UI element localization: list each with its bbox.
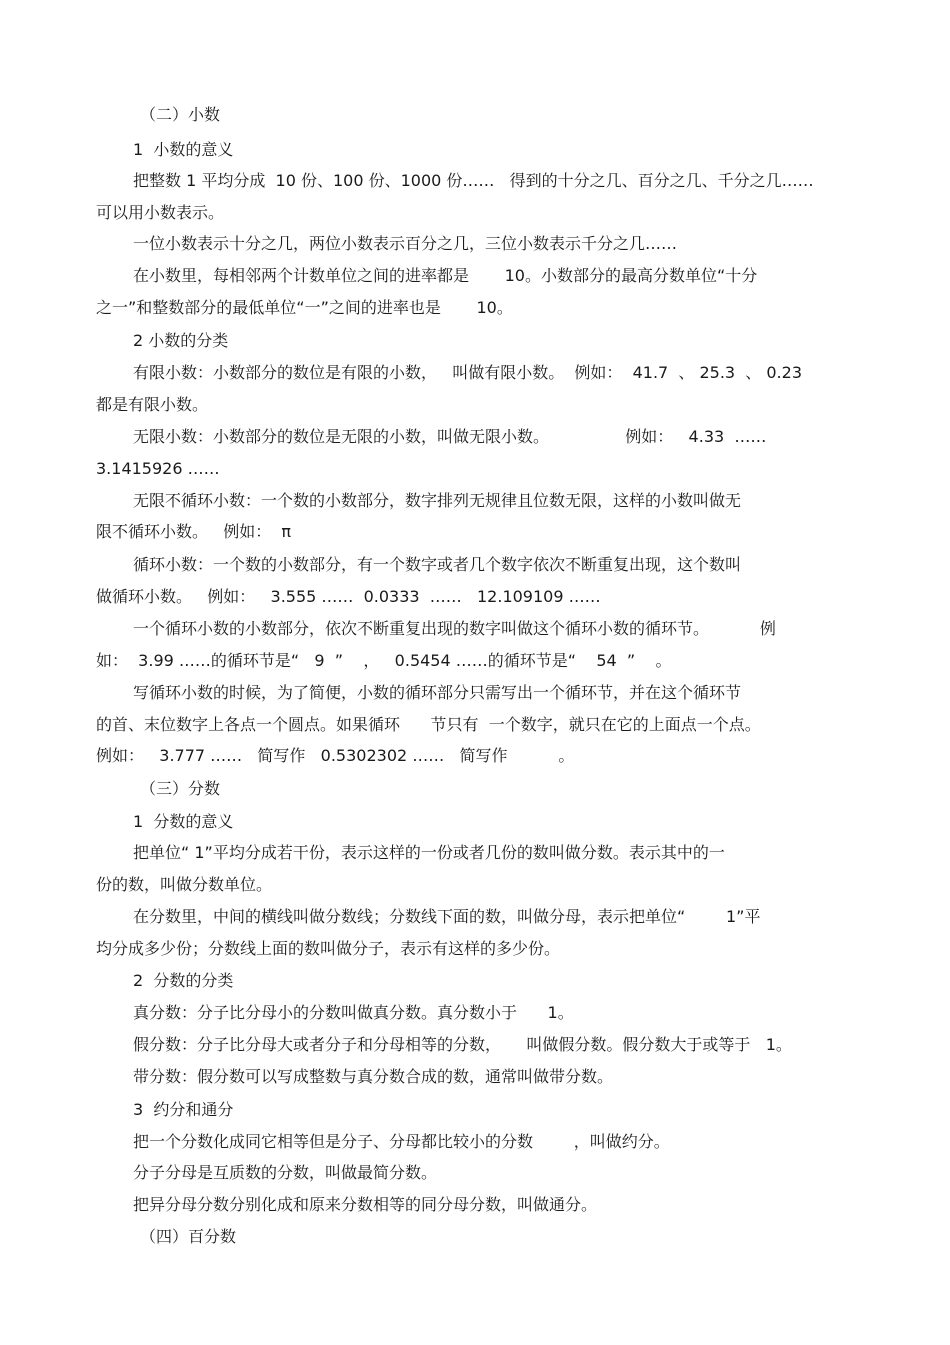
text-line: 分子分母是互质数的分数，叫做最简分数。 [133, 1163, 438, 1182]
text-line: 一个循环小数的小数部分，依次不断重复出现的数字叫做这个循环小数的循环节。 例 [133, 619, 776, 638]
text-line: 真分数：分子比分母小的分数叫做真分数。真分数小于 1。 [133, 1003, 574, 1022]
text-line: 2 小数的分类 [133, 331, 229, 350]
section-heading: （二）小数 [140, 105, 221, 124]
text-line: 之一”和整数部分的最低单位“一”之间的进率也是 10。 [96, 298, 513, 317]
text-line: 3 约分和通分 [133, 1100, 234, 1119]
text-line: 均分成多少份；分数线上面的数叫做分子，表示有这样的多少份。 [96, 939, 561, 958]
section-heading: （四）百分数 [140, 1227, 237, 1246]
text-line: 把异分母分数分别化成和原来分数相等的同分母分数，叫做通分。 [133, 1195, 598, 1214]
text-line: 2 分数的分类 [133, 971, 234, 990]
text-line: 循环小数：一个数的小数部分，有一个数字或者几个数字依次不断重复出现，这个数叫 [133, 555, 742, 574]
text-line: 的首、末位数字上各点一个圆点。如果循环 节只有 一个数字，就只在它的上面点一个点。 [96, 715, 761, 734]
text-line: 无限不循环小数：一个数的小数部分，数字排列无规律且位数无限，这样的小数叫做无 [133, 491, 742, 510]
text-line: 把单位“ 1”平均分成若干份，表示这样的一份或者几份的数叫做分数。表示其中的一 [133, 843, 725, 862]
text-line: 份的数，叫做分数单位。 [96, 875, 273, 894]
text-line: 做循环小数。 例如： 3.555 …… 0.0333 …… 12.109109 …… [96, 587, 601, 606]
text-line: 带分数：假分数可以写成整数与真分数合成的数，通常叫做带分数。 [133, 1067, 614, 1086]
text-line: 都是有限小数。 [96, 395, 209, 414]
text-line: 限不循环小数。 例如： π [96, 522, 292, 541]
text-line: 一位小数表示十分之几，两位小数表示百分之几，三位小数表示千分之几…… [133, 234, 678, 253]
text-line: 1 小数的意义 [133, 140, 234, 159]
text-line: 写循环小数的时候，为了简便，小数的循环部分只需写出一个循环节，并在这个循环节 [133, 683, 742, 702]
text-line: 如： 3.99 ……的循环节是“ 9 ” ， 0.5454 ……的循环节是“ 54 ” 。 [96, 651, 672, 670]
text-line: 在小数里，每相邻两个计数单位之间的进率都是 10。小数部分的最高分数单位“十分 [133, 266, 758, 285]
text-line: 可以用小数表示。 [96, 203, 225, 222]
text-line: 假分数：分子比分母大或者分子和分母相等的分数， 叫做假分数。假分数大于或等于 1。 [133, 1035, 792, 1054]
section-heading: （三）分数 [140, 779, 221, 798]
text-line: 3.1415926 …… [96, 459, 220, 478]
text-line: 无限小数：小数部分的数位是无限的小数，叫做无限小数。 例如： 4.33 …… [133, 427, 767, 446]
text-line: 把整数 1 平均分成 10 份、100 份、1000 份…… 得到的十分之几、百分之几、千分之几…… [133, 171, 814, 190]
text-line: 有限小数：小数部分的数位是有限的小数， 叫做有限小数。 例如： 41.7 、 25.3 、 0.23 [133, 363, 802, 382]
text-line: 在分数里，中间的横线叫做分数线；分数线下面的数，叫做分母，表示把单位“ 1”平 [133, 907, 761, 926]
text-line: 1 分数的意义 [133, 812, 234, 831]
text-line: 把一个分数化成同它相等但是分子、分母都比较小的分数 ，叫做约分。 [133, 1132, 670, 1151]
text-line: 例如： 3.777 …… 简写作 0.5302302 …… 简写作 。 [96, 746, 575, 765]
